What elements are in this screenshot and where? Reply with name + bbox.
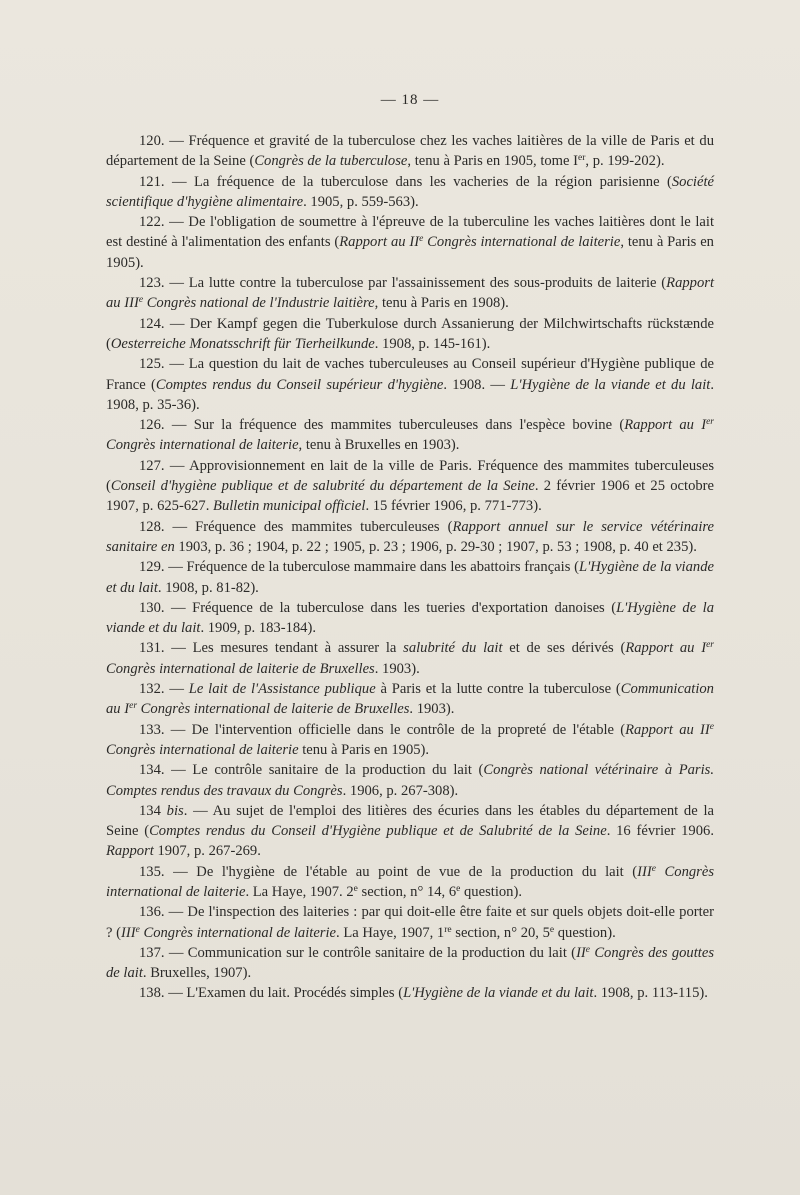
bibliography-entry-138: [106, 983, 714, 1003]
italic-citation: Oesterreiche Monatsschrift für Tierheilkunde: [110, 335, 375, 352]
entry-text: . — Au sujet de l'emploi des litières des écuries dans les étables du département de la Seine (: [106, 802, 714, 840]
italic-citation: Société scientifique d'hygiène alimentaire: [106, 173, 714, 210]
italic-citation: II: [576, 944, 586, 961]
bibliography-entry-133: [106, 720, 714, 761]
italic-citation: salubrité du lait: [403, 640, 503, 657]
entry-text: 137. — Communication sur le contrôle sanitaire de la production du lait (: [139, 944, 577, 961]
italic-citation: L'Hygiène de la viande et du lait: [403, 985, 594, 1002]
entry-text: section, n° 20, 5: [451, 924, 550, 941]
italic-citation: Rapport annuel sur le service vétérinaire sanitaire en: [106, 518, 714, 555]
superscript: re: [444, 924, 452, 935]
entry-text: 122. — De l'obligation de soumettre à l'épreuve de la tuberculine les vaches laitières dont le lait est destiné à l'alimentation des enfants (: [106, 214, 714, 251]
entry-text: . 1903).: [409, 701, 455, 718]
entry-text: 1903, p. 36 ; 1904, p. 22 ; 1905, p. 23 ; 1906, p. 29-30 ; 1907, p. 53 ; 1908, p. 40 et 235).: [174, 538, 697, 555]
entry-text: 134. — Le contrôle sanitaire de la production du lait (: [139, 762, 484, 779]
entry-text: 127. — Approvisionnement en lait de la ville de Paris. Fréquence des mammites tuberculeuses (: [106, 457, 714, 495]
italic-citation: III: [121, 924, 136, 941]
bibliography-entry-136: [106, 902, 714, 943]
bibliography-entry-131: [106, 638, 714, 679]
superscript: er: [706, 640, 714, 651]
bibliography-entry-134bis: [106, 801, 714, 862]
italic-citation: Bulletin municipal officiel: [213, 498, 366, 515]
entry-text: . La Haye, 1907. 2: [245, 883, 354, 900]
italic-citation: Congrès international de laiterie: [423, 234, 621, 251]
italic-citation: Congrès international de laiterie: [139, 924, 337, 941]
bibliography-list: [106, 131, 714, 1004]
entry-text: 133. — De l'intervention officielle dans le contrôle de la propreté de l'étable (: [139, 721, 626, 738]
italic-citation: Congrès international de laiterie: [106, 437, 299, 454]
italic-citation: Communication au I: [106, 681, 714, 718]
superscript: er: [129, 701, 138, 712]
superscript: er: [578, 153, 586, 164]
italic-citation: Congrès national vétérinaire à Paris. Comptes rendus des travaux du Congrès: [106, 762, 714, 799]
entry-text: 131. — Les mesures tendant à assurer la: [139, 640, 404, 657]
superscript: e: [456, 883, 461, 894]
italic-citation: Congrès international de laiterie: [106, 741, 299, 758]
entry-text: 123. — La lutte contre la tuberculose par l'assainissement des sous-produits de laiterie (: [139, 275, 667, 292]
entry-text: . 2 février 1906 et 25 octobre 1907, p. 625-627.: [106, 478, 714, 515]
italic-citation: Congrès national de l'Industrie laitière: [143, 295, 375, 312]
italic-citation: Congrès de la tuberculose: [254, 153, 408, 170]
entry-text: tenu à Paris en 1905).: [298, 741, 430, 758]
entry-text: , tenu à Paris en 1905, tome I: [407, 153, 579, 170]
italic-citation: Rapport au III: [106, 275, 714, 312]
italic-citation: Rapport au I: [625, 640, 707, 657]
bibliography-entry-121: [106, 172, 714, 213]
italic-citation: Congrès international de laiterie de Bruxelles: [137, 701, 410, 718]
entry-text: 1907, p. 267-269.: [153, 843, 261, 860]
italic-citation: Rapport au II: [625, 721, 710, 738]
entry-text: 121. — La fréquence de la tuberculose dans les vacheries de la région parisienne (: [139, 173, 672, 190]
bibliography-entry-128: [106, 517, 714, 558]
italic-citation: Congrès international de laiterie: [106, 863, 715, 900]
italic-citation: Le lait de l'Assistance publique: [188, 681, 376, 698]
bibliography-entry-134: [106, 760, 714, 801]
superscript: e: [651, 863, 656, 874]
entry-text: question).: [554, 924, 616, 941]
entry-text: à Paris et la lutte contre la tuberculose (: [375, 681, 621, 698]
superscript: er: [706, 417, 714, 428]
entry-text: , tenu à Paris en 1908).: [374, 295, 509, 312]
bibliography-entry-120: [106, 131, 714, 172]
entry-text: . 1903).: [374, 660, 420, 677]
entry-text: 129. — Fréquence de la tuberculose mammaire dans les abattoirs français (: [139, 559, 579, 576]
italic-citation: Conseil d'hygiène publique et de salubrité du département de la Seine: [110, 478, 535, 495]
italic-citation: Congrès international de laiterie de Bruxelles: [106, 660, 375, 677]
italic-citation: Comptes rendus du Conseil d'Hygiène publique et de Salubrité de la Seine: [149, 823, 607, 840]
bibliography-entry-125: [106, 354, 714, 415]
entry-text: 124. — Der Kampf gegen die Tuberkulose durch Assanierung der Milchwirtschafts rückstænde (: [106, 315, 714, 352]
entry-text: 125. — La question du lait de vaches tuberculeuses au Conseil supérieur d'Hygiène publique de France (: [106, 356, 714, 393]
entry-text: 130. — Fréquence de la tuberculose dans les tueries d'exportation danoises (: [139, 599, 617, 616]
entry-text: 126. — Sur la fréquence des mammites tuberculeuses dans l'espèce bovine (: [139, 417, 625, 434]
entry-text: . 1905, p. 559-563).: [303, 193, 419, 210]
superscript: e: [585, 944, 591, 955]
entry-text: 135. — De l'hygiène de l'étable au point de vue de la production du lait (: [139, 863, 638, 880]
entry-text: 138. — L'Examen du lait. Procédés simples (: [139, 985, 404, 1002]
entry-text: . 1908, p. 81-82).: [157, 579, 259, 596]
entry-text: question).: [460, 883, 522, 900]
entry-text: . 1908, p. 145-161).: [374, 335, 491, 352]
entry-text: 120. — Fréquence et gravité de la tuberculose chez les vaches laitières de la ville de Paris et du département de la Seine (: [106, 133, 714, 170]
entry-text: . 1908, p. 35-36).: [106, 376, 714, 413]
bibliography-entry-132: [106, 679, 714, 720]
entry-text: et de ses dérivés (: [502, 640, 626, 657]
bibliography-entry-135: [106, 862, 714, 903]
entry-text: , p. 199-202).: [585, 153, 665, 170]
entry-text: . 16 février 1906.: [606, 823, 714, 840]
italic-citation: L'Hygiène de la viande et du lait: [106, 559, 714, 596]
entry-text: . 1908. —: [443, 376, 511, 393]
bibliography-entry-137: [106, 943, 714, 984]
bibliography-entry-127: [106, 456, 714, 517]
entry-text: 134: [139, 802, 167, 819]
italic-citation: Rapport au II: [339, 234, 420, 251]
entry-text: . La Haye, 1907, 1: [336, 924, 445, 941]
page-number: — 18 —: [380, 92, 440, 108]
entry-text: 136. — De l'inspection des laiteries : par qui doit-elle être faite et sur quels objets doit-elle porter ? (: [106, 904, 714, 941]
superscript: e: [549, 924, 555, 935]
bibliography-entry-129: [106, 557, 714, 598]
entry-text: section, n° 14, 6: [357, 883, 457, 900]
entry-text: , tenu à Paris en 1905).: [106, 234, 714, 271]
italic-citation: Rapport: [106, 843, 154, 860]
entry-text: . 1909, p. 183-184).: [200, 620, 316, 637]
italic-citation: Comptes rendus du Conseil supérieur d'hygiène: [155, 376, 444, 393]
bibliography-entry-122: [106, 212, 714, 273]
italic-citation: III: [637, 863, 652, 880]
superscript: e: [353, 883, 358, 894]
bibliography-entry-126: [106, 415, 714, 456]
superscript: e: [138, 295, 144, 306]
entry-text: , tenu à Bruxelles en 1903).: [298, 437, 460, 454]
superscript: e: [709, 721, 714, 732]
bibliography-entry-123: [106, 273, 714, 314]
italic-citation: Congrès des gouttes de lait: [106, 944, 714, 982]
superscript: e: [419, 234, 424, 245]
entry-text: . 1906, p. 267-308).: [342, 782, 459, 799]
bibliography-entry-130: [106, 598, 714, 639]
bibliography-entry-124: [106, 314, 714, 355]
entry-text: . 1908, p. 113-115).: [593, 985, 708, 1002]
italic-citation: bis: [166, 802, 184, 819]
italic-citation: L'Hygiène de la viande et du lait: [510, 376, 711, 393]
superscript: e: [135, 924, 140, 935]
entry-text: 132. —: [139, 681, 189, 698]
entry-text: . Bruxelles, 1907).: [142, 965, 252, 982]
italic-citation: L'Hygiène de la viande et du lait: [106, 599, 714, 637]
entry-text: 128. — Fréquence des mammites tuberculeuses (: [139, 518, 453, 535]
entry-text: . 15 février 1906, p. 771-773).: [365, 498, 542, 515]
italic-citation: Rapport au I: [624, 417, 707, 434]
